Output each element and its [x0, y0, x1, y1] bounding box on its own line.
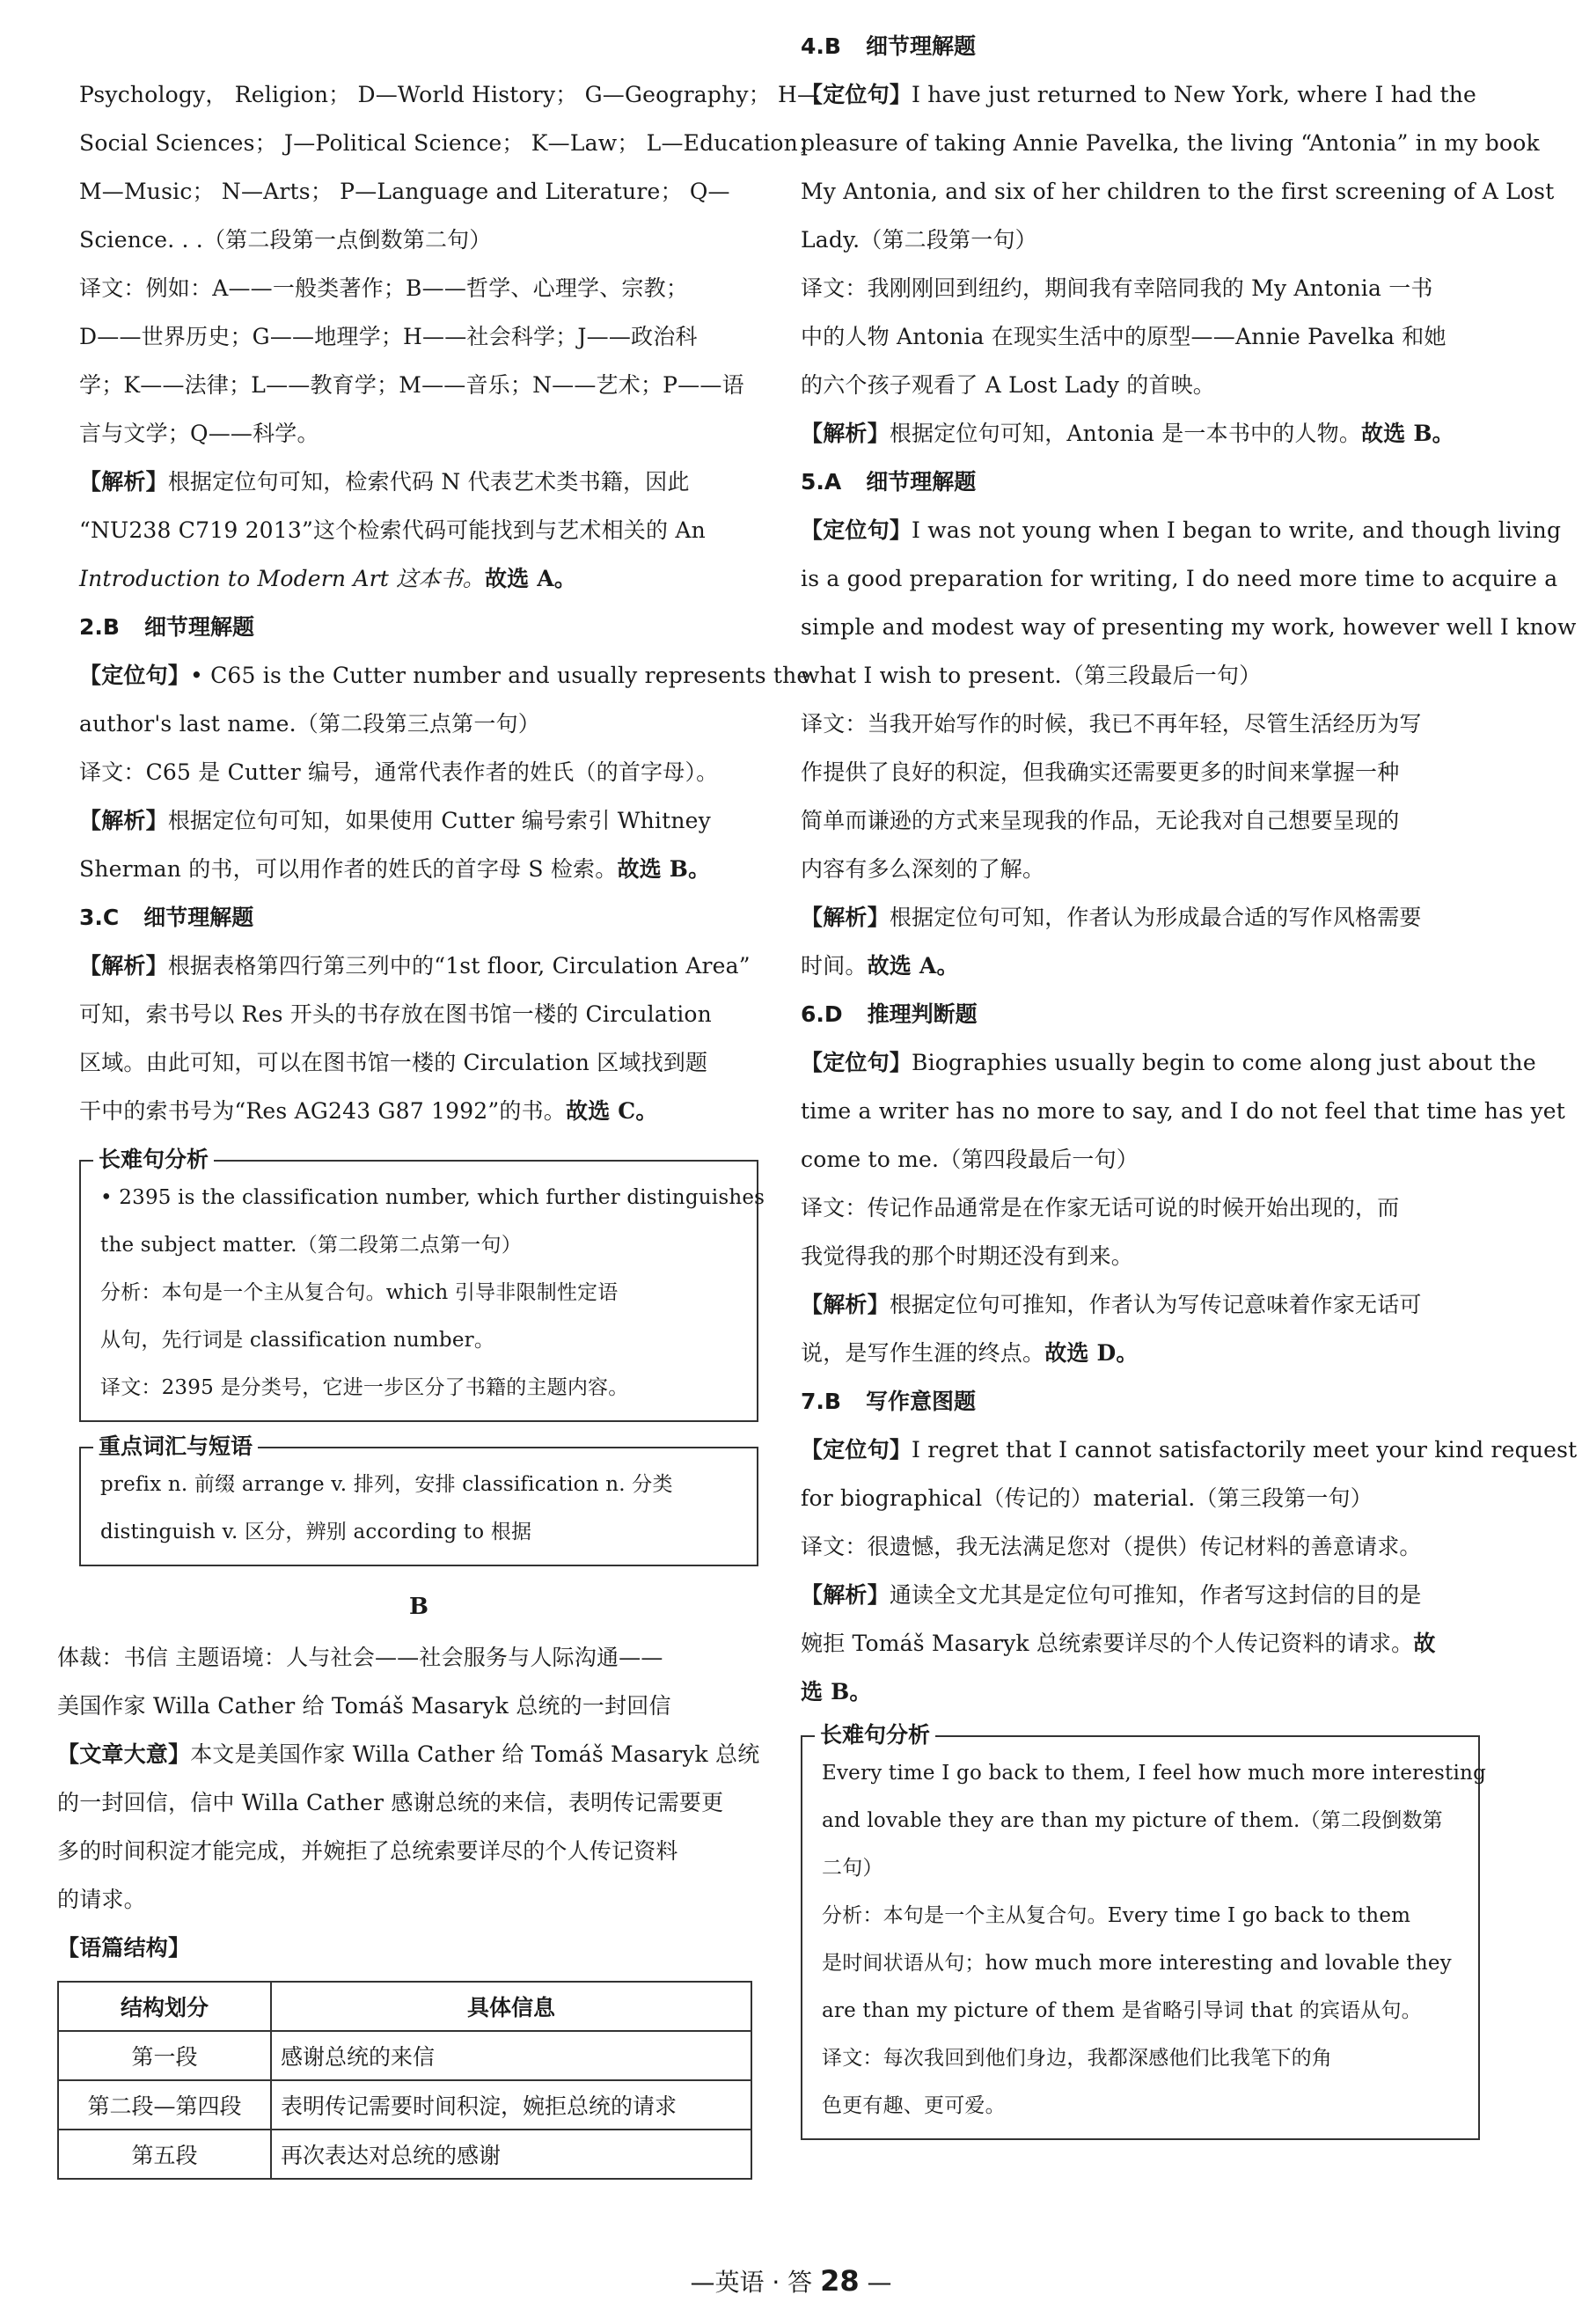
vocabulary-box: [79, 1433, 758, 1566]
text-line: what I wish to present.（第三段最后一句）: [801, 663, 1262, 688]
analysis-tag: 【解析】: [801, 421, 890, 446]
analysis-tag: 【解析】: [801, 905, 890, 930]
question-type: 推理判断题: [867, 1001, 978, 1027]
question-heading: [801, 458, 1480, 506]
analysis-tag: 【解析】: [801, 1582, 890, 1608]
text-line: 根据定位句可知，Antonia 是一本书中的人物。: [889, 421, 1362, 446]
translation-block: [79, 264, 758, 458]
summary-tag: 【文章大意】: [57, 1741, 191, 1767]
question-number: 7.B: [801, 1389, 841, 1414]
answer: 故选 B。: [1361, 421, 1454, 446]
text-line: 是时间状语从句；how much more interesting and lovable they: [822, 1952, 1452, 1975]
text-line: M—Music； N—Arts； P—Language and Literature； Q—: [79, 179, 730, 204]
text-line: 美国作家 Willa Cather 给 Tomáš Masaryk 总统的一封回信: [57, 1693, 671, 1719]
table-cell: 第一段: [58, 2031, 271, 2080]
text-line: 作提供了良好的积淀，但我确实还需要更多的时间来掌握一种: [801, 759, 1400, 785]
answer: 故选 A。: [867, 953, 959, 979]
text-line: 根据定位句可推知，作者认为写传记意味着作家无话可: [889, 1292, 1422, 1317]
question-type: 细节理解题: [865, 33, 976, 59]
text-line: 中的人物 Antonia 在现实生活中的原型——Annie Pavelka 和她: [801, 324, 1447, 349]
box-title: 重点词汇与短语: [93, 1431, 258, 1463]
text-line: 译文：2395 是分类号，它进一步区分了书籍的主题内容。: [100, 1376, 629, 1399]
location-tag: 【定位句】: [801, 1437, 912, 1463]
translation-line: 译文：很遗憾，我无法满足您对（提供）传记材料的善意请求。: [801, 1534, 1422, 1559]
text-line: 体裁：书信 主题语境：人与社会——社会服务与人际沟通——: [57, 1645, 663, 1670]
text-line: 译文：每次我回到他们身边，我都深感他们比我笔下的角: [822, 2047, 1332, 2070]
text-line: Every time I go back to them, I feel how much more interesting: [822, 1762, 1486, 1785]
passage-info: [57, 1633, 758, 2180]
text-line: • 2395 is the classification number, which further distinguishes: [100, 1186, 765, 1209]
question-type: 写作意图题: [865, 1389, 976, 1414]
right-column: [801, 33, 1578, 2154]
location-tag: 【定位句】: [801, 82, 912, 107]
analysis-tag: 【解析】: [801, 1292, 890, 1317]
answer: 故选 D。: [1044, 1340, 1139, 1366]
text-line: Science. . .（第二段第一点倒数第二句）: [79, 227, 492, 253]
translation-line: 译文：C65 是 Cutter 编号，通常代表作者的姓氏（的首字母）。: [79, 759, 719, 785]
analysis-block: [79, 458, 758, 603]
question-type: 细节理解题: [143, 905, 254, 930]
answer: 故选 B。: [617, 856, 711, 882]
long-sentence-box: [79, 1147, 765, 1422]
text-line: 说，是写作生涯的终点。: [801, 1340, 1045, 1366]
structure-table: [57, 1981, 752, 2180]
question-heading: [801, 22, 1480, 70]
text-line: 多的时间积淀才能完成，并婉拒了总统索要详尽的个人传记资料: [57, 1838, 678, 1864]
text-line: 根据定位句可知，检索代码 N 代表艺术类书籍，因此: [167, 469, 690, 495]
text-line: 的请求。: [57, 1887, 146, 1912]
text-line: 译文：我刚刚回到纽约，期间我有幸陪同我的 My Antonia 一书: [801, 275, 1433, 301]
text-line: 简单而谦逊的方式来呈现我的作品，无论我对自己想要呈现的: [801, 808, 1400, 833]
table-cell: 表明传记需要时间积淀，婉拒总统的请求: [271, 2080, 751, 2130]
answer: 选 B。: [801, 1679, 872, 1705]
text-line: come to me.（第四段最后一句）: [801, 1147, 1139, 1172]
text-line: 根据定位句可知，作者认为形成最合适的写作风格需要: [889, 905, 1422, 930]
section-heading: B: [409, 1594, 428, 1620]
text-line: and lovable they are than my picture of them.（第二段倒数第: [822, 1809, 1443, 1832]
question-heading: [79, 603, 758, 651]
text-line: 干中的索书号为“Res AG243 G87 1992”的书。: [79, 1098, 566, 1124]
analysis-tag: 【解析】: [79, 808, 168, 833]
text-line: 的一封回信，信中 Willa Cather 感谢总统的来信，表明传记需要更: [57, 1790, 724, 1815]
column-header: 具体信息: [271, 1982, 751, 2031]
text-line: 译文：传记作品通常是在作家无话可说的时候开始出现的，而: [801, 1195, 1400, 1221]
footer-dash: —: [867, 2268, 892, 2297]
table-cell: 第五段: [58, 2130, 271, 2179]
location-tag: 【定位句】: [801, 517, 912, 543]
box-title: 长难句分析: [93, 1144, 214, 1176]
text-line: 从句，先行词是 classification number。: [100, 1329, 495, 1352]
text-line: 通读全文尤其是定位句可推知，作者写这封信的目的是: [889, 1582, 1422, 1608]
question-number: 5.A: [801, 469, 842, 495]
text-line: 时间。: [801, 953, 868, 979]
text-line: Psychology， Religion； D—World History； G—Geography； H—: [79, 82, 820, 107]
text-line: I regret that I cannot satisfactorily meet your kind request: [912, 1437, 1578, 1463]
text-line: 区域。由此可知，可以在图书馆一楼的 Circulation 区域找到题: [79, 1050, 708, 1075]
text-line: simple and modest way of presenting my work, however well I know: [801, 614, 1577, 640]
text-line: 言与文学；Q——科学。: [79, 421, 319, 446]
text-line: I have just returned to New York, where I had the: [912, 82, 1477, 107]
structure-tag: 【语篇结构】: [57, 1935, 191, 1961]
analysis-tag: 【解析】: [79, 953, 168, 979]
table-header-row: [58, 1982, 751, 2031]
text-line: Introduction to Modern Art 这本书。: [79, 566, 485, 591]
text-line: 分析：本句是一个主从复合句。Every time I go back to them: [822, 1904, 1411, 1927]
classification-list: [79, 70, 821, 264]
text-line: 本文是美国作家 Willa Cather 给 Tomáš Masaryk 总统: [190, 1741, 760, 1767]
table-cell: 感谢总统的来信: [271, 2031, 751, 2080]
text-line: are than my picture of them 是省略引导词 that 的宾语从句。: [822, 1999, 1422, 2022]
question-number: 4.B: [801, 33, 841, 59]
text-line: “NU238 C719 2013”这个检索代码可能找到与艺术相关的 An: [79, 517, 706, 543]
text-line: 译文：当我开始写作的时候，我已不再年轻，尽管生活经历为写: [801, 711, 1422, 737]
text-line: My Antonia, and six of her children to the first screening of A Lost: [801, 179, 1555, 204]
table-cell: 再次表达对总统的感谢: [271, 2130, 751, 2179]
table-row: [58, 2080, 751, 2130]
table-row: [58, 2130, 751, 2179]
text-line: I was not young when I began to write, and though living: [912, 517, 1562, 543]
text-line: Social Sciences； J—Political Science； K—Law； L—Education；: [79, 130, 821, 156]
text-line: 二句）: [822, 1857, 883, 1880]
question-heading: [79, 893, 758, 942]
text-line: 我觉得我的那个时期还没有到来。: [801, 1243, 1134, 1269]
text-line: is a good preparation for writing, I do need more time to acquire a: [801, 566, 1558, 591]
text-line: 的六个孩子观看了 A Lost Lady 的首映。: [801, 372, 1216, 398]
text-line: the subject matter.（第二段第二点第一句）: [100, 1234, 522, 1257]
text-line: 婉拒 Tomáš Masaryk 总统索要详尽的个人传记资料的请求。: [801, 1631, 1414, 1656]
text-line: Sherman 的书，可以用作者的姓氏的首字母 S 检索。: [79, 856, 618, 882]
answer: 故选 A。: [484, 566, 577, 591]
column-header: 结构划分: [58, 1982, 271, 2031]
table-row: [58, 2031, 751, 2080]
text-line: Biographies usually begin to come along just about the: [912, 1050, 1536, 1075]
text-line: 学；K——法律；L——教育学；M——音乐；N——艺术；P——语: [79, 372, 744, 398]
location-tag: 【定位句】: [79, 663, 191, 688]
question-number: 6.D: [801, 1001, 843, 1027]
footer-subject: —英语 · 答: [690, 2268, 813, 2297]
answer: 故选 C。: [566, 1098, 658, 1124]
answer-part: 故: [1413, 1631, 1436, 1656]
text-line: D——世界历史；G——地理学；H——社会科学；J——政治科: [79, 324, 698, 349]
question-number: 2.B: [79, 614, 120, 640]
text-line: for biographical（传记的）material.（第三段第一句）: [801, 1485, 1373, 1511]
question-heading: [801, 990, 1480, 1038]
long-sentence-box: [801, 1722, 1486, 2140]
location-tag: 【定位句】: [801, 1050, 912, 1075]
analysis-tag: 【解析】: [79, 469, 168, 495]
question-number: 3.C: [79, 905, 120, 930]
text-line: • C65 is the Cutter number and usually represents the: [190, 663, 810, 688]
question-type: 细节理解题: [866, 469, 977, 495]
text-line: 根据定位句可知，如果使用 Cutter 编号索引 Whitney: [167, 808, 711, 833]
question-type: 细节理解题: [143, 614, 254, 640]
text-line: pleasure of taking Annie Pavelka, the living “Antonia” in my book: [801, 130, 1540, 156]
page-number: 28: [820, 2264, 860, 2298]
text-line: 译文：例如：A——一般类著作；B——哲学、心理学、宗教；: [79, 275, 689, 301]
text-line: time a writer has no more to say, and I do not feel that time has yet: [801, 1098, 1566, 1124]
text-line: 分析：本句是一个主从复合句。which 引导非限制性定语: [100, 1281, 619, 1304]
text-line: 可知，索书号以 Res 开头的书存放在图书馆一楼的 Circulation: [79, 1001, 712, 1027]
text-line: distinguish v. 区分，辨别 according to 根据: [100, 1521, 532, 1543]
text-line: prefix n. 前缀 arrange v. 排列，安排 classification n. 分类: [100, 1473, 673, 1496]
text-line: 色更有趣、更可爱。: [822, 2094, 1006, 2117]
box-title: 长难句分析: [815, 1719, 935, 1751]
table-cell: 第二段—第四段: [58, 2080, 271, 2130]
text-line: author's last name.（第二段第三点第一句）: [79, 711, 540, 737]
text-line: 内容有多么深刻的了解。: [801, 856, 1045, 882]
question-heading: [801, 1377, 1480, 1426]
text-line: Lady.（第二段第一句）: [801, 227, 1037, 253]
text-line: 根据表格第四行第三列中的“1st floor, Circulation Area”: [167, 953, 751, 979]
page-footer: [0, 2263, 1582, 2298]
